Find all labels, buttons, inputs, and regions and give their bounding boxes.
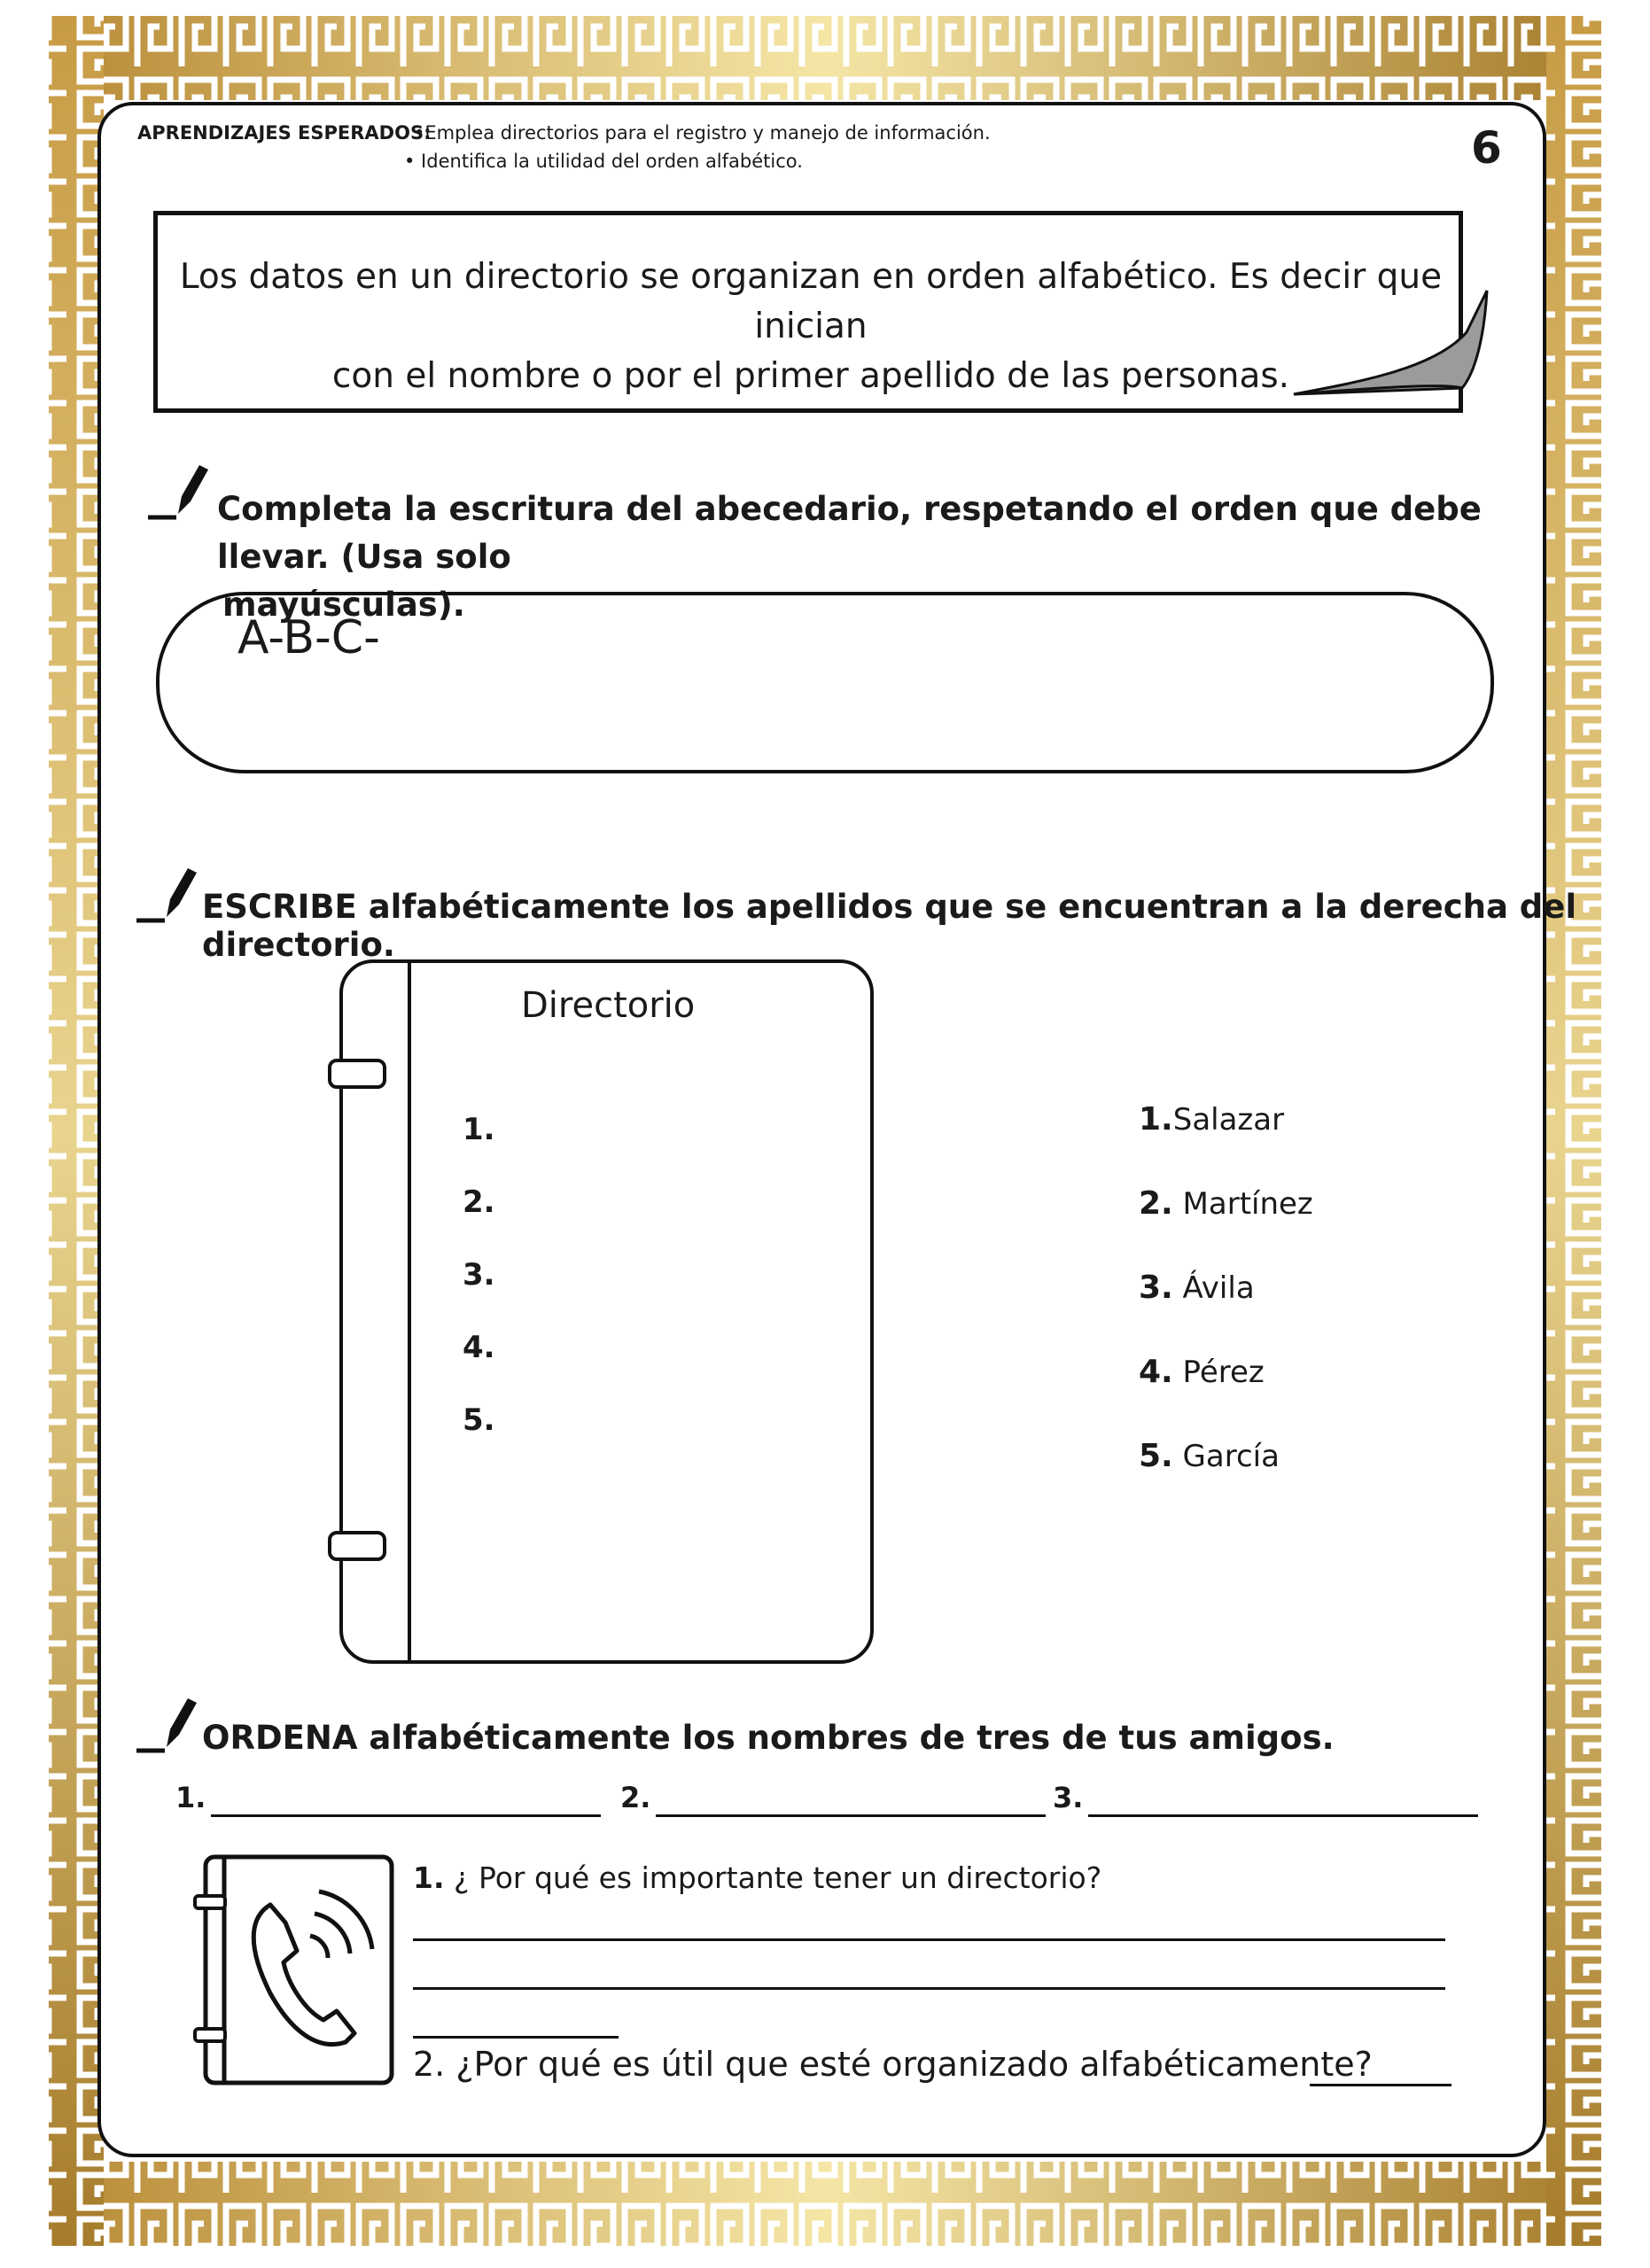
surname-item: [1139, 1185, 1313, 1222]
page-curl-icon: [1285, 284, 1498, 408]
directory-binder: [339, 959, 874, 1664]
binder-ring-top: [328, 1059, 386, 1089]
directory-line-4[interactable]: 4.: [463, 1330, 495, 1365]
surname-name: Pérez: [1172, 1355, 1265, 1390]
info-line-1: Los datos en un directorio se organizan en orden alfabético. Es decir que inician: [179, 257, 1443, 346]
pencil-icon: [146, 461, 217, 523]
question-1-number: 1.: [413, 1860, 445, 1895]
exercise3-instruction: ORDENA alfabéticamente los nombres de tres de tus amigos.: [202, 1719, 1335, 1757]
answer-line-1[interactable]: [413, 1938, 1445, 1941]
surname-item: [1139, 1101, 1284, 1138]
answer-line-3[interactable]: [413, 2036, 619, 2039]
surname-number: 5.: [1139, 1438, 1173, 1474]
directory-line-1[interactable]: 1.: [463, 1112, 495, 1147]
friend-blank-number-1: 1.: [175, 1781, 206, 1814]
binder-spine: [408, 961, 411, 1662]
friend-blank-3[interactable]: [1088, 1814, 1478, 1817]
pencil-icon: [135, 1694, 206, 1756]
friend-blank-number-3: 3.: [1053, 1781, 1084, 1814]
friend-blank-2[interactable]: [656, 1814, 1046, 1817]
objectives-label: APRENDIZAJES ESPERADOS:: [137, 122, 432, 144]
info-line-2: con el nombre o por el primer apellido de las personas.: [331, 356, 1290, 396]
exercise1-instruction-line2: mayúsculas).: [222, 586, 465, 624]
friend-blank-1[interactable]: [211, 1814, 601, 1817]
surname-name: Martínez: [1172, 1186, 1313, 1222]
friend-blank-number-2: 2.: [620, 1781, 651, 1814]
answer-line-2[interactable]: [413, 1987, 1445, 1990]
objective-2: • Identifica la utilidad del orden alfabético.: [404, 151, 803, 172]
surname-number: 2.: [1139, 1185, 1173, 1222]
objective-1: •Emplea directorios para el registro y manejo de información.: [414, 122, 991, 144]
alphabet-start-text: A-B-C-: [237, 611, 380, 664]
directory-title: Directorio: [521, 985, 696, 1026]
exercise2-instruction: ESCRIBE alfabéticamente los apellidos que se encuentran a la derecha del directorio.: [202, 888, 1577, 964]
surname-number: 3.: [1139, 1270, 1173, 1306]
binder-ring-bottom: [328, 1531, 386, 1561]
question-1: [413, 1860, 1101, 1895]
surname-item: [1139, 1270, 1255, 1306]
phone-book-icon: [186, 1852, 408, 2091]
question-2: 2. ¿Por qué es útil que esté organizado alfabéticamente?: [413, 2045, 1373, 2084]
surname-item: [1139, 1438, 1280, 1474]
page-number: 6: [1471, 122, 1502, 174]
surname-item: [1139, 1354, 1265, 1390]
info-text: [173, 252, 1449, 401]
pencil-icon: [135, 864, 206, 926]
directory-line-5[interactable]: 5.: [463, 1402, 495, 1438]
surname-number: 1.: [1139, 1101, 1173, 1138]
exercise1-instruction-line1: Completa la escritura del abecedario, respetando el orden que debe llevar. (Usa solo: [217, 490, 1482, 576]
directory-line-2[interactable]: 2.: [463, 1184, 495, 1220]
directory-line-3[interactable]: 3.: [463, 1257, 495, 1293]
surname-name: Ávila: [1172, 1270, 1255, 1306]
question-1-text: ¿ Por qué es importante tener un directorio?: [444, 1860, 1102, 1895]
surname-name: García: [1172, 1439, 1280, 1474]
surname-number: 4.: [1139, 1354, 1173, 1390]
answer-line-q2[interactable]: [1310, 2084, 1452, 2086]
surname-name: Salazar: [1172, 1102, 1285, 1138]
